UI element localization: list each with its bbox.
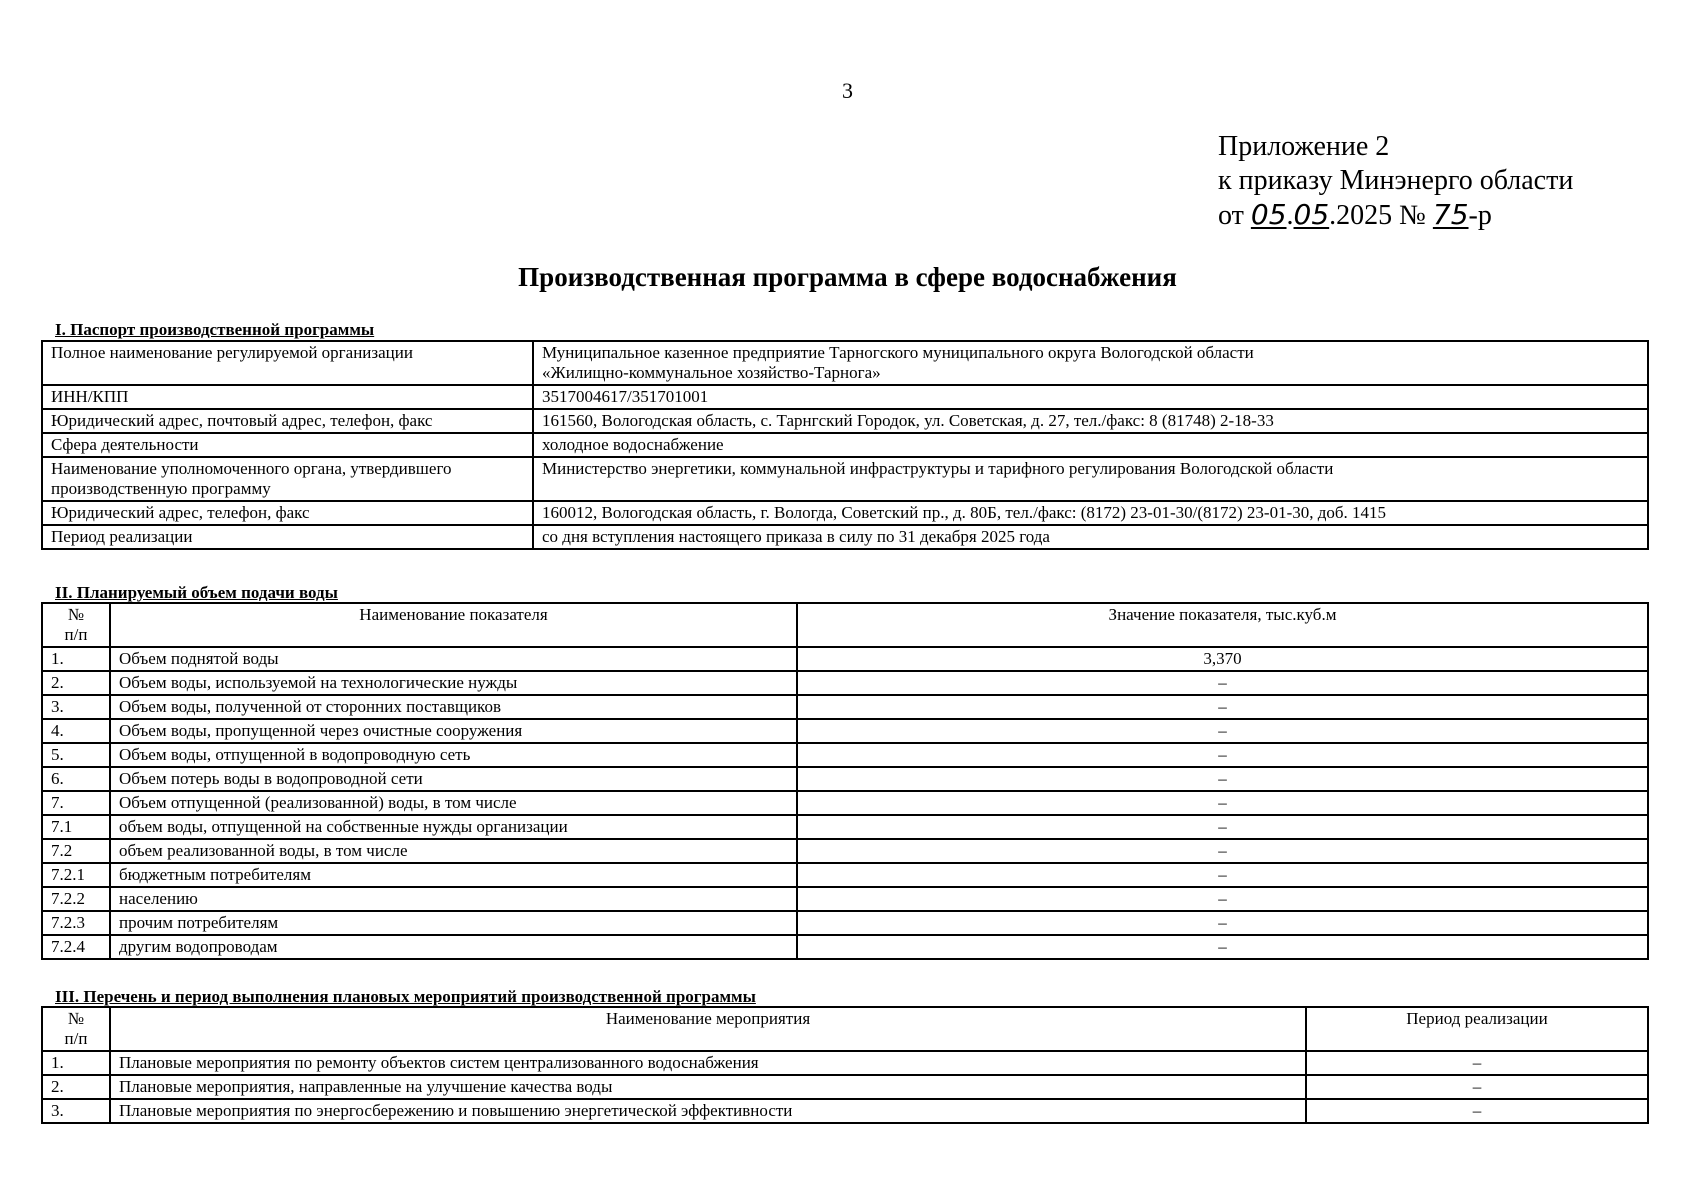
row-number: 7.: [42, 791, 110, 815]
col-num-header: № п/п: [42, 1007, 110, 1051]
indicator-value: –: [797, 911, 1648, 935]
section-1-heading: I. Паспорт производственной программы: [55, 320, 375, 339]
passport-value: [533, 385, 1648, 409]
passport-value-line: со дня вступления настоящего приказа в силу по 31 декабря 2025 года: [542, 527, 1050, 546]
passport-value-line: Муниципальное казенное предприятие Тарногского муниципального округа Вологодской области: [542, 343, 1254, 362]
passport-value: [533, 525, 1648, 549]
table-row: [42, 887, 1648, 911]
indicator-name: Объем поднятой воды: [110, 647, 797, 671]
row-number: 7.1: [42, 815, 110, 839]
table-row: [42, 719, 1648, 743]
indicator-value: –: [797, 791, 1648, 815]
col-name-header: Наименование показателя: [110, 603, 797, 647]
row-number: 4.: [42, 719, 110, 743]
row-number: 2.: [42, 1075, 110, 1099]
passport-value: [533, 457, 1648, 501]
col-value-header: Значение показателя, тыс.куб.м: [797, 603, 1648, 647]
page-number: 3: [842, 78, 853, 103]
appendix-date-year: .2025 №: [1329, 200, 1433, 231]
col-num-header: № п/п: [42, 603, 110, 647]
appendix-number-suffix: -р: [1468, 200, 1492, 231]
indicator-name: Объем воды, отпущенной в водопроводную сеть: [110, 743, 797, 767]
passport-row: [42, 525, 1648, 549]
indicator-name: объем воды, отпущенной на собственные нужды организации: [110, 815, 797, 839]
passport-value: [533, 501, 1648, 525]
passport-label: Полное наименование регулируемой организации: [42, 341, 533, 385]
passport-label: Период реализации: [42, 525, 533, 549]
table-row: [42, 647, 1648, 671]
indicator-value: –: [797, 839, 1648, 863]
handwritten-day: 05: [1250, 198, 1287, 231]
indicator-value: –: [797, 671, 1648, 695]
appendix-date-dot: .: [1286, 200, 1294, 231]
row-number: 7.2.2: [42, 887, 110, 911]
indicator-name: другим водопроводам: [110, 935, 797, 959]
passport-row: [42, 409, 1648, 433]
table-row: [42, 743, 1648, 767]
passport-row: [42, 501, 1648, 525]
passport-label: Наименование уполномоченного органа, утвердившего производственную программу: [42, 457, 533, 501]
passport-label: Сфера деятельности: [42, 433, 533, 457]
table-header-row: [42, 603, 1648, 647]
table-row: [42, 671, 1648, 695]
passport-value-line: «Жилищно-коммунальное хозяйство-Тарнога»: [542, 363, 881, 382]
passport-value: [533, 433, 1648, 457]
row-number: 7.2.4: [42, 935, 110, 959]
passport-row: [42, 341, 1648, 385]
passport-value-line: холодное водоснабжение: [542, 435, 724, 454]
row-number: 7.2.3: [42, 911, 110, 935]
indicator-name: Объем воды, пропущенной через очистные сооружения: [110, 719, 797, 743]
row-number: 5.: [42, 743, 110, 767]
table-row: [42, 1051, 1648, 1075]
row-number: 7.2: [42, 839, 110, 863]
row-number: 2.: [42, 671, 110, 695]
handwritten-order-number: 75: [1432, 198, 1469, 231]
table-row: [42, 911, 1648, 935]
table-row: [42, 767, 1648, 791]
passport-value: [533, 409, 1648, 433]
passport-label: ИНН/КПП: [42, 385, 533, 409]
passport-label: Юридический адрес, телефон, факс: [42, 501, 533, 525]
indicator-name: Объем отпущенной (реализованной) воды, в том числе: [110, 791, 797, 815]
indicator-name: Объем воды, используемой на технологические нужды: [110, 671, 797, 695]
appendix-line-3: [1218, 198, 1573, 233]
appendix-date-prefix: от: [1218, 200, 1251, 231]
water-volume-table: [41, 602, 1649, 960]
passport-value: [533, 341, 1648, 385]
table-row: [42, 935, 1648, 959]
indicator-name: бюджетным потребителям: [110, 863, 797, 887]
indicator-name: объем реализованной воды, в том числе: [110, 839, 797, 863]
passport-value-line: 161560, Вологодская область, с. Тарнгский Городок, ул. Советская, д. 27, тел./факс: 8 (81748) 2-18-33: [542, 411, 1274, 430]
row-number: 1.: [42, 1051, 110, 1075]
indicator-value: 3,370: [797, 647, 1648, 671]
measure-name: Плановые мероприятия, направленные на улучшение качества воды: [110, 1075, 1306, 1099]
passport-row: [42, 385, 1648, 409]
handwritten-month: 05: [1293, 198, 1330, 231]
indicator-value: –: [797, 719, 1648, 743]
row-number: 7.2.1: [42, 863, 110, 887]
indicator-value: –: [797, 743, 1648, 767]
indicator-value: –: [797, 767, 1648, 791]
indicator-value: –: [797, 863, 1648, 887]
section-3-heading: III. Перечень и период выполнения плановых мероприятий производственной программы: [55, 987, 756, 1006]
col-name-header: Наименование мероприятия: [110, 1007, 1306, 1051]
passport-value-line: 3517004617/351701001: [542, 387, 709, 406]
measures-table: [41, 1006, 1649, 1124]
appendix-line-1: Приложение 2: [1218, 131, 1390, 162]
table-row: [42, 839, 1648, 863]
indicator-value: –: [797, 887, 1648, 911]
indicator-name: Объем потерь воды в водопроводной сети: [110, 767, 797, 791]
row-number: 3.: [42, 1099, 110, 1123]
passport-row: [42, 457, 1648, 501]
appendix-line-2: к приказу Минэнерго области: [1218, 165, 1574, 196]
passport-label: Юридический адрес, почтовый адрес, телефон, факс: [42, 409, 533, 433]
measure-name: Плановые мероприятия по энергосбережению и повышению энергетической эффективности: [110, 1099, 1306, 1123]
indicator-value: –: [797, 935, 1648, 959]
table-header-row: [42, 1007, 1648, 1051]
passport-value-line: 160012, Вологодская область, г. Вологда, Советский пр., д. 80Б, тел./факс: (8172) 23-01-30/(8172) 23-01-30, доб. 1415: [542, 503, 1387, 522]
indicator-name: прочим потребителям: [110, 911, 797, 935]
table-row: [42, 695, 1648, 719]
measure-period: –: [1306, 1099, 1648, 1123]
document-title: Производственная программа в сфере водоснабжения: [518, 262, 1177, 292]
indicator-value: –: [797, 815, 1648, 839]
passport-value-line: Министерство энергетики, коммунальной инфраструктуры и тарифного регулирования Вологодской области: [542, 459, 1334, 478]
table-row: [42, 1099, 1648, 1123]
appendix-block: [1218, 130, 1573, 233]
indicator-name: Объем воды, полученной от сторонних поставщиков: [110, 695, 797, 719]
passport-row: [42, 433, 1648, 457]
table-row: [42, 863, 1648, 887]
table-row: [42, 791, 1648, 815]
col-period-header: Период реализации: [1306, 1007, 1648, 1051]
measure-name: Плановые мероприятия по ремонту объектов систем централизованного водоснабжения: [110, 1051, 1306, 1075]
passport-table: [41, 340, 1649, 550]
table-row: [42, 815, 1648, 839]
section-2-heading: II. Планируемый объем подачи воды: [55, 583, 338, 602]
indicator-name: населению: [110, 887, 797, 911]
row-number: 6.: [42, 767, 110, 791]
measure-period: –: [1306, 1051, 1648, 1075]
row-number: 3.: [42, 695, 110, 719]
row-number: 1.: [42, 647, 110, 671]
indicator-value: –: [797, 695, 1648, 719]
measure-period: –: [1306, 1075, 1648, 1099]
table-row: [42, 1075, 1648, 1099]
